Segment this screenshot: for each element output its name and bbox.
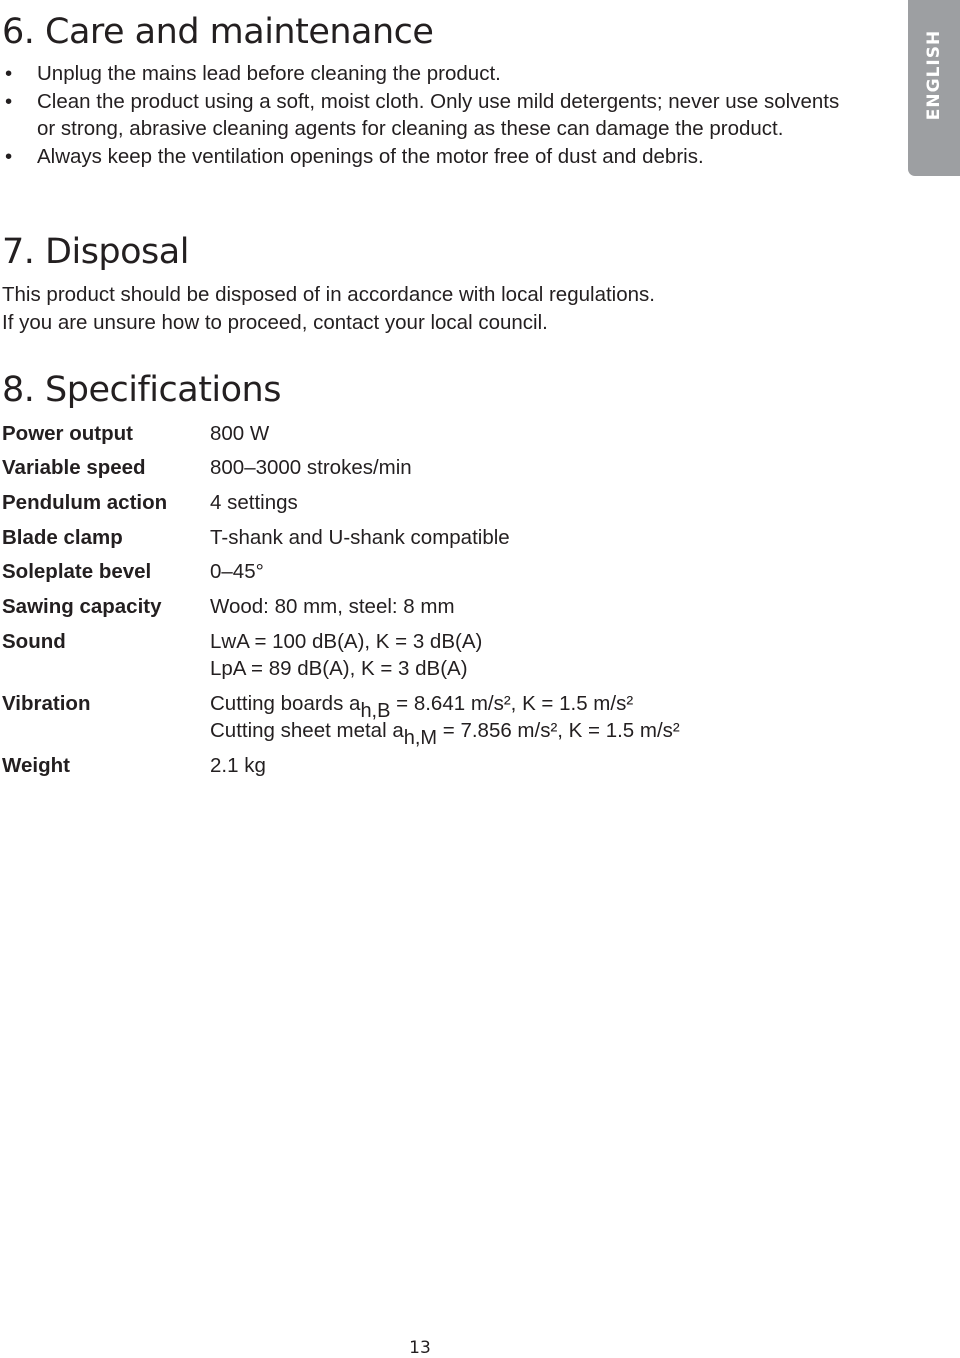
vibration-text: = 7.856 m/s², K = 1.5 m/s²	[437, 719, 680, 742]
bullet-icon: •	[5, 89, 13, 113]
care-bullet-text: Unplug the mains lead before cleaning the product.	[37, 62, 501, 85]
vibration-text: Cutting boards a	[210, 692, 361, 715]
spec-value: LwA = 100 dB(A), K = 3 dB(A)	[210, 630, 483, 653]
care-bullet-text: Always keep the ventilation openings of the motor free of dust and debris.	[37, 144, 704, 168]
spec-label: Sawing capacity	[2, 595, 162, 618]
spec-value: Wood: 80 mm, steel: 8 mm	[210, 595, 455, 618]
spec-value: 0–45°	[210, 560, 264, 583]
vibration-subscript: h,M	[403, 727, 438, 749]
spec-label: Power output	[2, 422, 133, 445]
bullet-icon: •	[5, 62, 13, 85]
spec-label: Variable speed	[2, 456, 146, 479]
care-bullet-item	[0, 88, 860, 143]
spec-label: Soleplate bevel	[2, 560, 152, 583]
spec-value: 800–3000 strokes/min	[210, 456, 412, 479]
spec-value: 2.1 kg	[210, 754, 266, 777]
care-bullet-item	[0, 143, 860, 171]
disposal-text-line-1: This product should be disposed of in accordance with local regulations.	[2, 283, 655, 306]
vibration-text: Cutting sheet metal a	[210, 719, 404, 742]
spec-label: Blade clamp	[2, 526, 123, 549]
care-heading: 6. Care and maintenance	[2, 12, 434, 52]
bullet-icon: •	[5, 144, 13, 168]
spec-label: Weight	[2, 754, 70, 777]
spec-label: Sound	[2, 630, 66, 653]
spec-value	[210, 690, 634, 722]
spec-value	[210, 717, 680, 749]
disposal-text-line-2: If you are unsure how to proceed, contact your local council.	[2, 311, 548, 334]
care-bullet-list	[0, 60, 860, 170]
specifications-heading: 8. Specifications	[2, 370, 281, 410]
language-tab-label: ENGLISH	[924, 29, 944, 121]
vibration-subscript: h,B	[360, 700, 391, 722]
spec-label: Vibration	[2, 692, 91, 715]
care-bullet-text: Clean the product using a soft, moist cloth. Only use mild detergents; never use solvents or strong, abrasive cleaning agents for cleaning as these can damage the product.	[37, 89, 840, 141]
care-bullet-item	[0, 60, 860, 88]
spec-value: 800 W	[210, 422, 270, 445]
vibration-text: = 8.641 m/s², K = 1.5 m/s²	[390, 692, 634, 715]
disposal-heading: 7. Disposal	[2, 232, 189, 272]
spec-value: T-shank and U-shank compatible	[210, 526, 510, 549]
page-number: 13	[409, 1338, 431, 1358]
language-tab	[908, 0, 960, 176]
spec-label: Pendulum action	[2, 491, 168, 514]
spec-value: 4 settings	[210, 491, 298, 514]
spec-value: LpA = 89 dB(A), K = 3 dB(A)	[210, 657, 468, 680]
